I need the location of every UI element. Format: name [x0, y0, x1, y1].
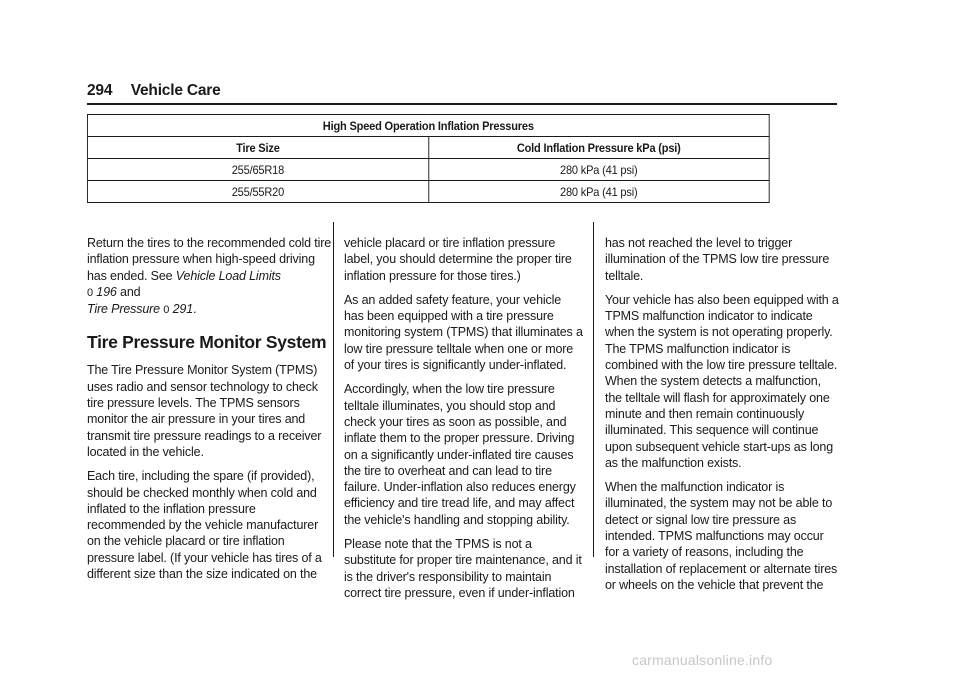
table-row: [87, 181, 769, 203]
section-title: Vehicle Care: [130, 82, 221, 99]
paragraph: vehicle placard or tire inflation pressure label, you should determine the proper tire inflation pressure for those tires.): [344, 236, 572, 283]
table-cell-tire-size: 255/55R20: [87, 181, 428, 203]
paragraph: Your vehicle has also been equipped with a TPMS malfunction indicator to indicate when the system is not operating properly. The TPMS malfunction indicator is combined with the low tire pressure telltale. When the system detects a malfunction, the telltale will flash for approximately one minute and then remain continuously illuminated. This sequence will continue upon subsequent vehicle start-ups as long as the malfunction exists.: [605, 292, 839, 470]
text-column-3: [605, 235, 841, 601]
paragraph: When the malfunction indicator is illuminated, the system may not be able to detect or signal low tire pressure as intended. TPMS malfunctions may occur for a variety of reasons, including the installation of replacement or alternate tires or wheels on the vehicle that prevent the: [605, 480, 838, 592]
page-ref-arrow-icon: 0: [87, 286, 93, 299]
paragraph-text: .: [193, 302, 197, 317]
paragraph: The Tire Pressure Monitor System (TPMS) uses radio and sensor technology to check tire pressure levels. The TPMS sensors monitor the air pressure in your tires and transmit tire pressure readings to a receiver located in the vehicle.: [87, 363, 322, 459]
link-tire-pressure[interactable]: Tire Pressure: [87, 302, 160, 317]
link-vehicle-load-limits[interactable]: Vehicle Load Limits: [175, 268, 281, 283]
header-rule: [87, 103, 837, 105]
table-row: [87, 159, 769, 181]
table-header-row: [87, 137, 769, 159]
paragraph: [87, 235, 333, 318]
table-cell-pressure: 280 kPa (41 psi): [428, 181, 769, 203]
column-divider: [333, 222, 334, 557]
table-caption-row: [87, 115, 769, 137]
table-cell-pressure: 280 kPa (41 psi): [428, 159, 769, 181]
text-column-1: [87, 235, 333, 590]
text-column-2: [344, 235, 584, 609]
paragraph: has not reached the level to trigger illumination of the TPMS low tire pressure telltale.: [605, 236, 830, 283]
inflation-pressure-table: [87, 114, 770, 203]
column-divider: [593, 222, 594, 557]
page-ref-291[interactable]: 291: [172, 302, 193, 317]
paragraph-text: Return the tires to the recommended cold tire inflation pressure when high-speed driving has ended. See: [87, 236, 332, 283]
paragraph: Each tire, including the spare (if provided), should be checked monthly when cold and inflated to the inflation pressure recommended by the vehicle manufacturer on the vehicle placard or tire inflation pressure label. (If your vehicle has tires of a different size than the size indicated on the: [87, 469, 322, 582]
paragraph: As an added safety feature, your vehicle has been equipped with a tire pressure monitoring system (TPMS) that illuminates a low tire pressure telltale when one or more of your tires is significantly under-inflated.: [344, 292, 583, 373]
column-header-pressure: Cold Inflation Pressure kPa (psi): [428, 137, 769, 159]
table-caption: High Speed Operation Inflation Pressures: [87, 115, 769, 137]
watermark: carmanualsonline.info: [632, 652, 773, 668]
section-heading: Tire Pressure Monitor System: [87, 332, 327, 353]
page-number: 294: [87, 82, 113, 99]
page-header: [87, 82, 837, 104]
table-cell-tire-size: 255/65R18: [87, 159, 428, 181]
paragraph-text: and: [116, 284, 141, 299]
paragraph: Accordingly, when the low tire pressure telltale illuminates, you should stop and check your tires as soon as possible, and inflate them to the proper pressure. Driving on a significantly under-inflated tire causes the tire to overheat and can lead to tire failure. Under-inflation also reduces energy efficiency and tire tread life, and may affect the vehicle's handling and stopping ability.: [344, 382, 576, 527]
column-header-tire-size: Tire Size: [87, 137, 428, 159]
page-ref-arrow-icon: 0: [163, 304, 170, 317]
page-ref-196[interactable]: 196: [96, 284, 117, 299]
paragraph: Please note that the TPMS is not a substitute for proper tire maintenance, and it is the driver's responsibility to maintain correct tire pressure, even if under-inflation: [344, 537, 582, 600]
